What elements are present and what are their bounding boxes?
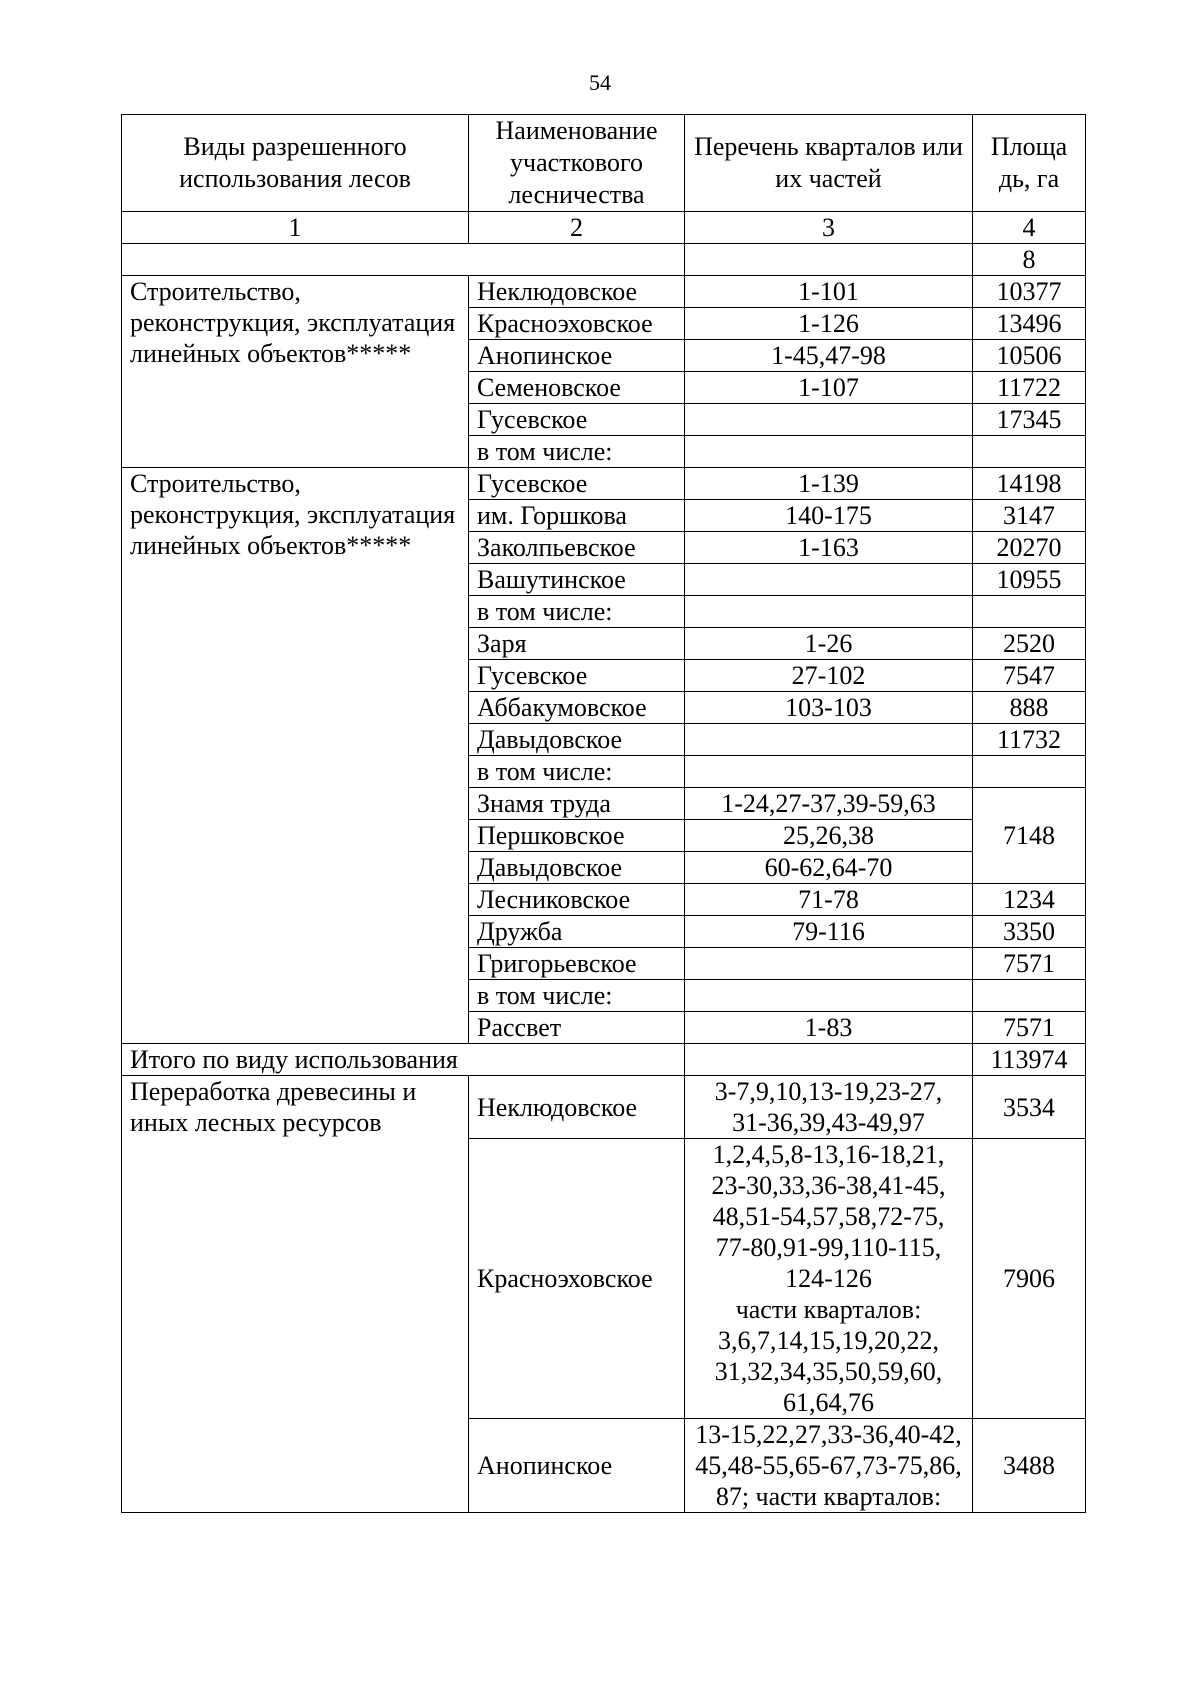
forestry-name: в том числе: (469, 596, 685, 628)
forestry-name: в том числе: (469, 756, 685, 788)
quarters-line: 1,2,4,5,8-13,16-18,21, (712, 1140, 945, 1169)
forestry-name: Неклюдовское (469, 276, 685, 308)
use-type-cell: Переработка древесины и иных лесных ресурсов (122, 1076, 469, 1513)
quarters-cell: 71-78 (685, 884, 973, 916)
table-row (122, 1076, 1086, 1139)
quarters-line: 45,48-55,65-67,73-75,86, (695, 1451, 962, 1480)
quarters-cell: 60-62,64-70 (685, 852, 973, 884)
area-cell: 10955 (973, 564, 1086, 596)
area-cell: 3488 (973, 1419, 1086, 1513)
quarters-cell: 1-126 (685, 308, 973, 340)
quarters-cell (685, 1076, 973, 1139)
total-row (122, 1044, 1086, 1076)
quarters-line: 87; части кварталов: (715, 1482, 942, 1511)
forestry-name: Аббакумовское (469, 692, 685, 724)
quarters-line: 124-126 (785, 1264, 872, 1293)
forestry-name: Гусевское (469, 404, 685, 436)
quarters-line: 3,6,7,14,15,19,20,22, (718, 1326, 939, 1355)
forestry-name: Заколпьевское (469, 532, 685, 564)
quarters-line: 23-30,33,36-38,41-45, (711, 1171, 946, 1200)
forestry-name: им. Горшкова (469, 500, 685, 532)
quarters-line: части кварталов: (735, 1295, 922, 1324)
quarters-cell: 1-26 (685, 628, 973, 660)
table-row (122, 468, 1086, 500)
header-forestry-name: Наименование участкового лесничества (469, 115, 685, 212)
area-cell: 13496 (973, 308, 1086, 340)
forestry-name: Григорьевское (469, 948, 685, 980)
quarters-cell: 140-175 (685, 500, 973, 532)
quarters-cell (685, 436, 973, 468)
quarters-cell (685, 948, 973, 980)
forestry-name: Першковское (469, 820, 685, 852)
header-use-type: Виды разрешенного использования лесов (122, 115, 469, 212)
use-type-cell: Строительство, реконструкция, эксплуатация линейных объектов***** (122, 468, 469, 1044)
quarters-cell (685, 724, 973, 756)
use-type-cell: Строительство, реконструкция, эксплуатация линейных объектов***** (122, 276, 469, 468)
quarters-line: 3-7,9,10,13-19,23-27, (714, 1077, 943, 1106)
continuation-area: 8 (973, 244, 1086, 276)
area-cell: 3147 (973, 500, 1086, 532)
area-cell: 7906 (973, 1139, 1086, 1419)
area-cell: 17345 (973, 404, 1086, 436)
quarters-line: 13-15,22,27,33-36,40-42, (695, 1420, 962, 1449)
quarters-cell (685, 1139, 973, 1419)
area-cell (973, 756, 1086, 788)
forestry-name: Гусевское (469, 468, 685, 500)
quarters-cell: 79-116 (685, 916, 973, 948)
quarters-line: 61,64,76 (783, 1388, 874, 1417)
quarters-cell: 1-24,27-37,39-59,63 (685, 788, 973, 820)
area-cell (973, 596, 1086, 628)
column-number: 1 (122, 212, 469, 244)
forestry-name: Заря (469, 628, 685, 660)
forestry-name: Неклюдовское (469, 1076, 685, 1139)
area-cell: 7547 (973, 660, 1086, 692)
area-cell: 11722 (973, 372, 1086, 404)
area-cell: 11732 (973, 724, 1086, 756)
forestry-name: Давыдовское (469, 852, 685, 884)
quarters-line: 77-80,91-99,110-115, (715, 1233, 942, 1262)
forestry-name: Вашутинское (469, 564, 685, 596)
area-cell: 7571 (973, 1012, 1086, 1044)
forest-use-table (121, 114, 1086, 1513)
forestry-name: Анопинское (469, 1419, 685, 1513)
area-cell (973, 980, 1086, 1012)
quarters-cell: 103-103 (685, 692, 973, 724)
area-cell: 10377 (973, 276, 1086, 308)
quarters-cell (685, 564, 973, 596)
header-quarters-list: Перечень кварталов или их частей (685, 115, 973, 212)
quarters-cell (685, 1419, 973, 1513)
quarters-cell: 25,26,38 (685, 820, 973, 852)
forestry-name: Знамя труда (469, 788, 685, 820)
area-cell: 20270 (973, 532, 1086, 564)
quarters-cell (685, 404, 973, 436)
continuation-row (122, 244, 1086, 276)
forestry-name: Лесниковское (469, 884, 685, 916)
forestry-name: Семеновское (469, 372, 685, 404)
column-number: 3 (685, 212, 973, 244)
forestry-name: Дружба (469, 916, 685, 948)
column-number: 2 (469, 212, 685, 244)
forestry-name: Анопинское (469, 340, 685, 372)
quarters-cell: 1-101 (685, 276, 973, 308)
total-value: 113974 (973, 1044, 1086, 1076)
forestry-name: в том числе: (469, 436, 685, 468)
total-label: Итого по виду использования (122, 1044, 685, 1076)
forestry-name: Рассвет (469, 1012, 685, 1044)
column-number-row (122, 212, 1086, 244)
quarters-cell (685, 756, 973, 788)
area-cell: 7571 (973, 948, 1086, 980)
area-cell: 3534 (973, 1076, 1086, 1139)
quarters-cell (685, 596, 973, 628)
quarters-cell: 1-139 (685, 468, 973, 500)
area-cell: 3350 (973, 916, 1086, 948)
area-cell (973, 436, 1086, 468)
quarters-line: 31,32,34,35,50,59,60, (714, 1357, 943, 1386)
column-number: 4 (973, 212, 1086, 244)
quarters-cell (685, 980, 973, 1012)
forestry-name: Гусевское (469, 660, 685, 692)
quarters-cell: 1-163 (685, 532, 973, 564)
table-header-row (122, 115, 1086, 212)
header-area: Площа дь, га (973, 115, 1086, 212)
table-row (122, 276, 1086, 308)
forestry-name: Красноэховское (469, 308, 685, 340)
quarters-cell: 1-83 (685, 1012, 973, 1044)
quarters-line: 48,51-54,57,58,72-75, (712, 1202, 945, 1231)
area-cell: 14198 (973, 468, 1086, 500)
area-cell: 1234 (973, 884, 1086, 916)
quarters-cell: 1-45,47-98 (685, 340, 973, 372)
forestry-name: Красноэховское (469, 1139, 685, 1419)
forestry-name: Давыдовское (469, 724, 685, 756)
forestry-name: в том числе: (469, 980, 685, 1012)
area-cell: 7148 (973, 788, 1086, 884)
page-number: 54 (589, 70, 611, 95)
area-cell: 10506 (973, 340, 1086, 372)
quarters-line: 31-36,39,43-49,97 (732, 1108, 925, 1137)
quarters-cell: 27-102 (685, 660, 973, 692)
area-cell: 2520 (973, 628, 1086, 660)
quarters-cell: 1-107 (685, 372, 973, 404)
area-cell: 888 (973, 692, 1086, 724)
